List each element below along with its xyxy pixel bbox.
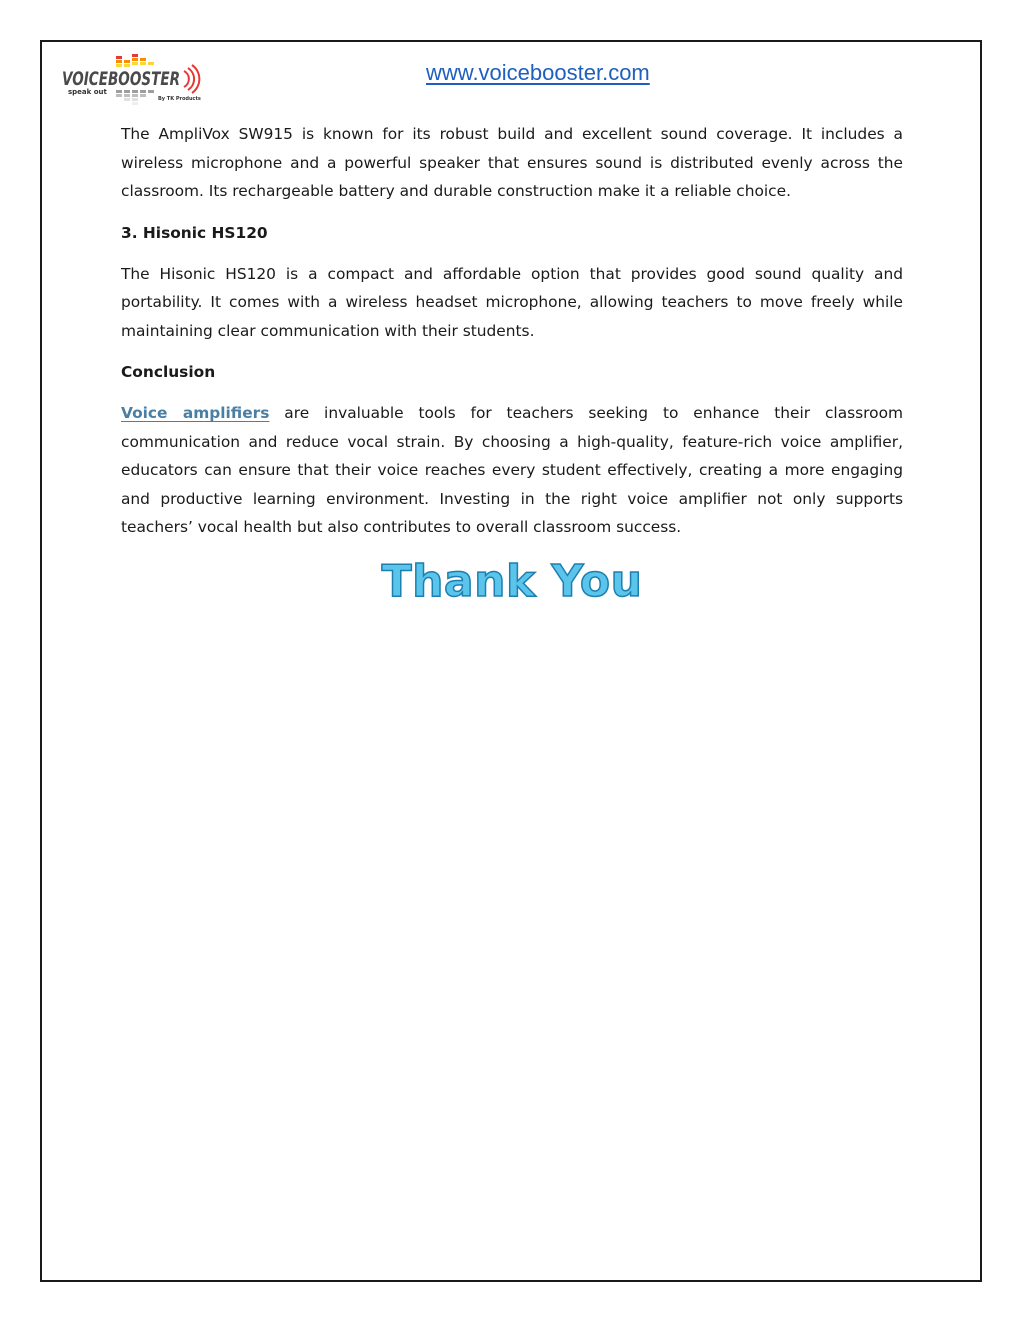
thank-you-banner: Thank You: [381, 556, 643, 607]
document-body: [121, 120, 903, 555]
heading-conclusion: Conclusion: [121, 363, 216, 381]
logo-byline: By TK Products: [158, 96, 201, 102]
logo-wordmark: VOICEBOOSTER: [62, 68, 180, 90]
paragraph-hisonic: The Hisonic HS120 is a compact and affordable option that provides good sound quality and portability. It comes with a wireless headset microphone, allowing teachers to move freely while maintaining clear communication with their students.: [121, 264, 903, 340]
logo-tagline: speak out: [68, 88, 107, 96]
conclusion-text: are invaluable tools for teachers seeking to enhance their classroom communication and reduce vocal strain. By choosing a high-quality, feature-rich voice amplifier, educators can ensure that their voice reaches every student effectively, creating a more engaging and productive learning environment. Investing in the right voice amplifier not only supports teachers’ vocal health but also contributes to overall classroom success.: [121, 404, 903, 536]
paragraph-conclusion: [121, 399, 903, 542]
paragraph-amplivox: The AmpliVox SW915 is known for its robust build and excellent sound coverage. It includes a wireless microphone and a powerful speaker that ensures sound is distributed evenly across the classroom. Its rechargeable battery and durable construction make it a reliable choice.: [121, 125, 903, 200]
website-link[interactable]: www.voicebooster.com: [426, 60, 650, 85]
heading-hisonic: 3. Hisonic HS120: [121, 223, 268, 242]
sound-wave-icon: [184, 65, 199, 93]
voicebooster-logo: [60, 54, 210, 110]
voice-amplifiers-link[interactable]: Voice amplifiers: [121, 404, 270, 422]
